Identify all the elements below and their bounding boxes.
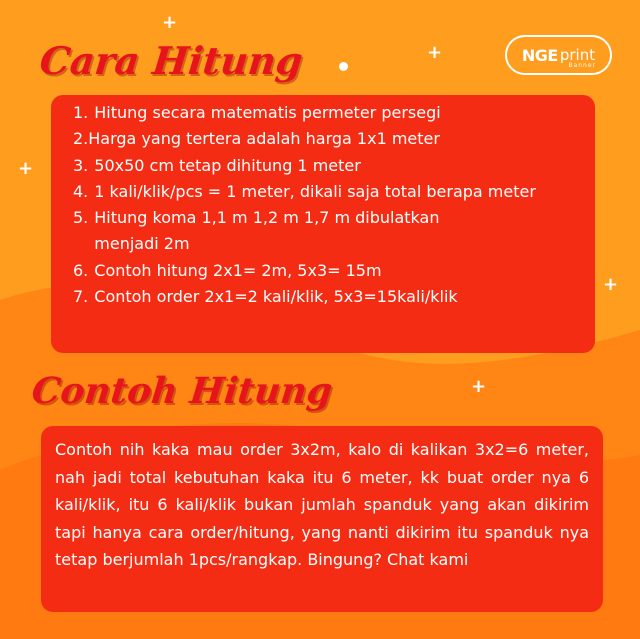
step-number: 4.	[73, 181, 89, 201]
step-item	[73, 153, 595, 179]
step-text: 50x50 cm tetap dihitung 1 meter	[94, 155, 361, 175]
contoh-hitung-title: Contoh Hitung	[29, 370, 335, 412]
cara-hitung-title: Cara Hitung	[37, 38, 305, 83]
example-paragraph: Contoh nih kaka mau order 3x2m, kalo di kalikan 3x2=6 meter, nah jadi total kebutuhan kaka itu 6 meter, kk buat order nya 6 kali/klik, itu 6 kali/klik bukan jumlah spanduk yang akan dikirim tapi hanya cara order/hitung, yang nanti dikirim itu spanduk nya tetap berjumlah 1pcs/rangkap. Bingung? Chat kami	[55, 440, 589, 569]
sparkle-icon: +	[603, 274, 619, 295]
steps-list	[73, 100, 595, 310]
step-number: 1.	[73, 103, 89, 122]
step-number: 3.	[73, 155, 89, 175]
logo-sub-text: print	[559, 46, 596, 64]
step-item	[73, 258, 595, 284]
step-item	[73, 284, 595, 310]
sparkle-icon: +	[18, 158, 34, 179]
step-number: 2.	[73, 129, 89, 149]
example-box	[41, 426, 603, 612]
step-number: 7.	[73, 287, 89, 307]
ngeprint-logo	[505, 35, 612, 75]
step-item	[73, 205, 595, 258]
dot-icon	[339, 62, 348, 71]
step-item	[73, 179, 595, 205]
step-item	[73, 126, 595, 152]
step-item	[73, 100, 595, 126]
logo-main-text: NGE	[521, 45, 558, 65]
step-text: Hitung koma 1,1 m 1,2 m 1,7 m dibulatkan menjadi 2m	[94, 208, 440, 254]
sparkle-icon: +	[162, 12, 178, 33]
logo-tag-text: Banner	[568, 62, 596, 69]
sparkle-icon: +	[471, 376, 487, 397]
step-text: 1 kali/klik/pcs = 1 meter, dikali saja total berapa meter	[94, 181, 536, 201]
step-text: Contoh hitung 2x1= 2m, 5x3= 15m	[94, 260, 382, 280]
sparkle-icon: +	[427, 42, 443, 63]
steps-box	[51, 95, 595, 353]
step-text: Hitung secara matematis permeter persegi	[94, 103, 441, 122]
step-text: Harga yang tertera adalah harga 1x1 meter	[88, 129, 440, 149]
step-text: Contoh order 2x1=2 kali/klik, 5x3=15kali/klik	[94, 287, 458, 307]
step-number: 5.	[73, 208, 89, 228]
step-number: 6.	[73, 260, 89, 280]
